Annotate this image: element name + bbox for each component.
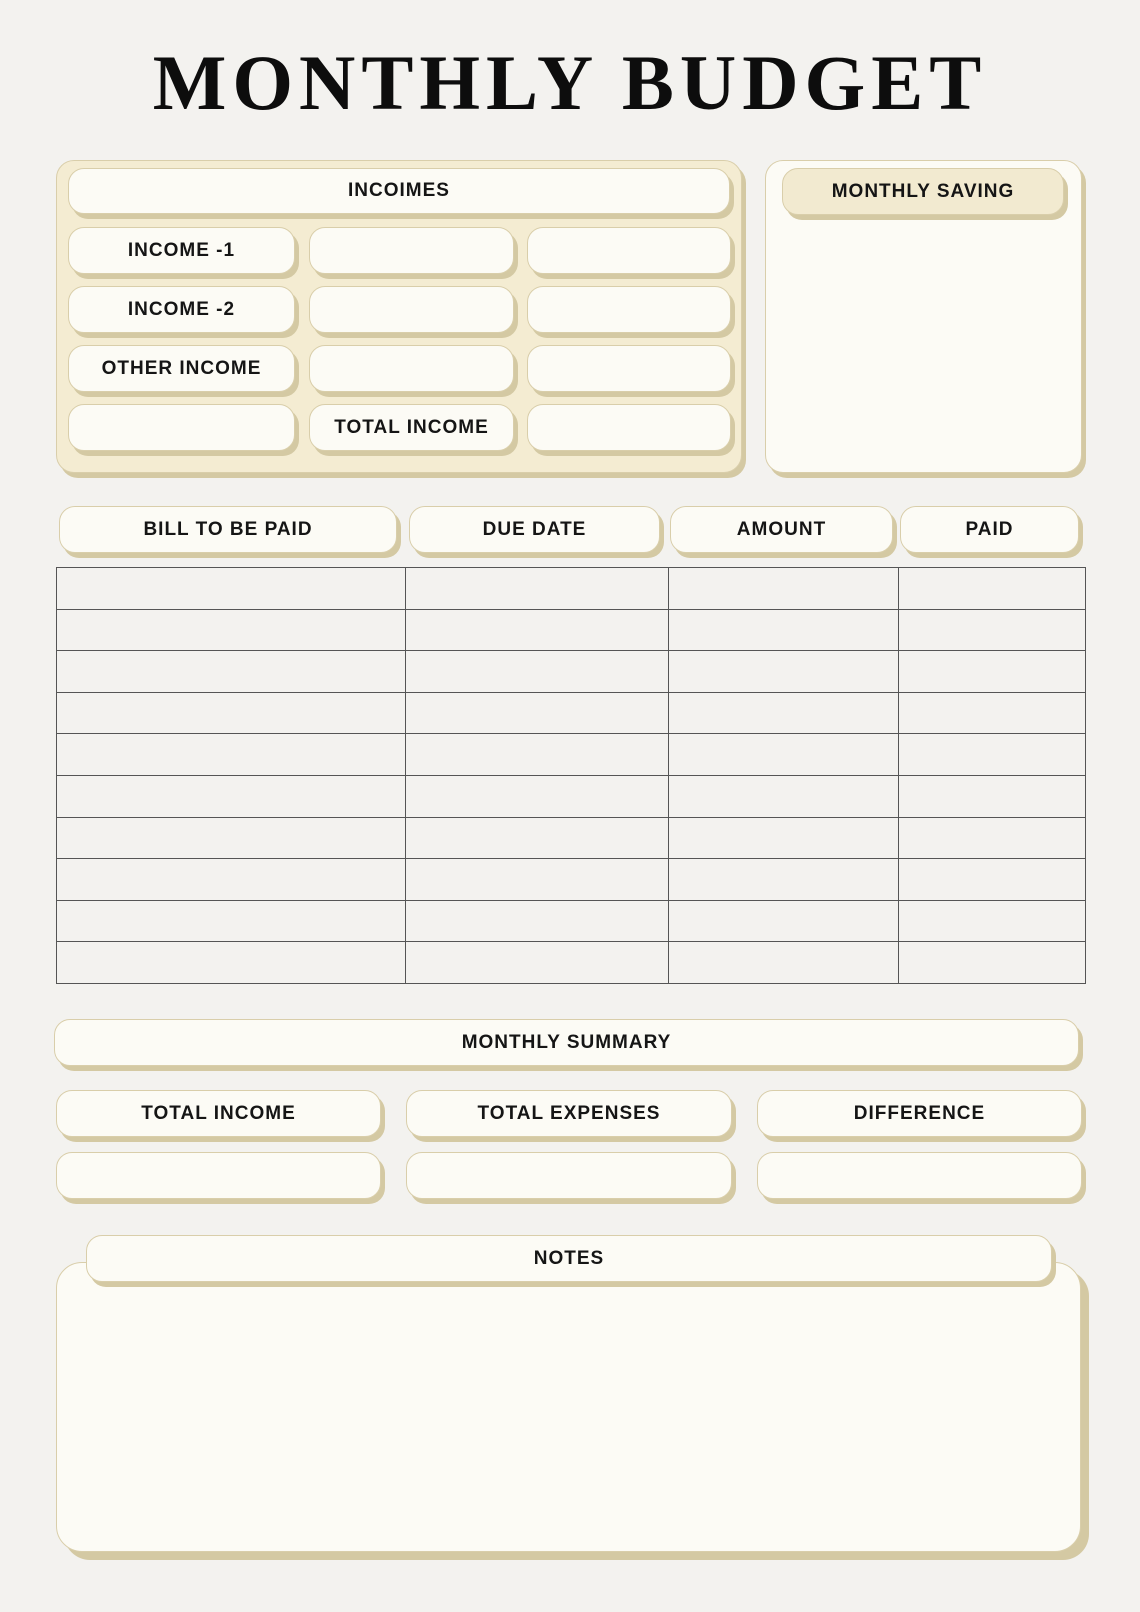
summary-total-expenses-label: TOTAL EXPENSES	[406, 1090, 732, 1137]
table-cell[interactable]	[57, 692, 406, 734]
table-cell[interactable]	[406, 775, 669, 817]
table-cell[interactable]	[899, 568, 1086, 610]
table-cell[interactable]	[669, 692, 899, 734]
table-cell[interactable]	[57, 651, 406, 693]
table-cell[interactable]	[669, 859, 899, 901]
table-cell[interactable]	[406, 942, 669, 984]
table-cell[interactable]	[899, 775, 1086, 817]
page-title: MONTHLY BUDGET	[152, 39, 988, 126]
paid-column-header: PAID	[900, 506, 1079, 553]
income-2-field-b[interactable]	[527, 286, 731, 333]
table-cell[interactable]	[899, 609, 1086, 651]
table-cell[interactable]	[899, 734, 1086, 776]
table-cell[interactable]	[406, 817, 669, 859]
summary-difference-field[interactable]	[757, 1152, 1082, 1199]
table-cell[interactable]	[899, 692, 1086, 734]
table-cell[interactable]	[669, 609, 899, 651]
summary-total-expenses-field[interactable]	[406, 1152, 732, 1199]
other-income-label: OTHER INCOME	[68, 345, 295, 392]
other-income-field-a[interactable]	[309, 345, 514, 392]
income-extra-field[interactable]	[68, 404, 295, 451]
notes-header: NOTES	[86, 1235, 1052, 1282]
table-cell[interactable]	[669, 942, 899, 984]
table-cell[interactable]	[669, 817, 899, 859]
table-cell[interactable]	[899, 900, 1086, 942]
table-cell[interactable]	[406, 568, 669, 610]
table-row	[57, 775, 1086, 817]
table-cell[interactable]	[899, 651, 1086, 693]
table-cell[interactable]	[406, 900, 669, 942]
total-income-label: TOTAL INCOME	[309, 404, 514, 451]
table-row	[57, 609, 1086, 651]
summary-total-income-label: TOTAL INCOME	[56, 1090, 381, 1137]
table-cell[interactable]	[57, 900, 406, 942]
table-cell[interactable]	[57, 568, 406, 610]
table-row	[57, 692, 1086, 734]
summary-difference-label: DIFFERENCE	[757, 1090, 1082, 1137]
table-cell[interactable]	[406, 859, 669, 901]
amount-column-header: AMOUNT	[670, 506, 893, 553]
notes-area[interactable]	[56, 1262, 1081, 1552]
table-cell[interactable]	[669, 734, 899, 776]
income-1-field-a[interactable]	[309, 227, 514, 274]
table-row	[57, 817, 1086, 859]
bill-column-header: BILL TO BE PAID	[59, 506, 397, 553]
table-cell[interactable]	[57, 609, 406, 651]
table-cell[interactable]	[406, 734, 669, 776]
table-cell[interactable]	[669, 651, 899, 693]
monthly-saving-header: MONTHLY SAVING	[782, 168, 1064, 215]
table-cell[interactable]	[899, 942, 1086, 984]
table-cell[interactable]	[57, 942, 406, 984]
income-2-label: INCOME -2	[68, 286, 295, 333]
table-cell[interactable]	[669, 775, 899, 817]
table-row	[57, 734, 1086, 776]
table-row	[57, 859, 1086, 901]
monthly-summary-header: MONTHLY SUMMARY	[54, 1019, 1079, 1066]
total-income-field[interactable]	[527, 404, 731, 451]
table-cell[interactable]	[57, 734, 406, 776]
income-1-label: INCOME -1	[68, 227, 295, 274]
table-cell[interactable]	[899, 817, 1086, 859]
due-date-column-header: DUE DATE	[409, 506, 660, 553]
table-row	[57, 900, 1086, 942]
bills-table-body	[57, 568, 1086, 984]
income-2-field-a[interactable]	[309, 286, 514, 333]
table-row	[57, 651, 1086, 693]
incomes-header: INCOIMES	[68, 168, 730, 214]
table-cell[interactable]	[669, 568, 899, 610]
table-cell[interactable]	[406, 692, 669, 734]
table-cell[interactable]	[669, 900, 899, 942]
table-cell[interactable]	[406, 609, 669, 651]
table-cell[interactable]	[57, 859, 406, 901]
table-row	[57, 568, 1086, 610]
income-1-field-b[interactable]	[527, 227, 731, 274]
table-cell[interactable]	[406, 651, 669, 693]
table-row	[57, 942, 1086, 984]
summary-total-income-field[interactable]	[56, 1152, 381, 1199]
bills-table	[56, 567, 1086, 984]
table-cell[interactable]	[57, 775, 406, 817]
other-income-field-b[interactable]	[527, 345, 731, 392]
table-cell[interactable]	[899, 859, 1086, 901]
table-cell[interactable]	[57, 817, 406, 859]
